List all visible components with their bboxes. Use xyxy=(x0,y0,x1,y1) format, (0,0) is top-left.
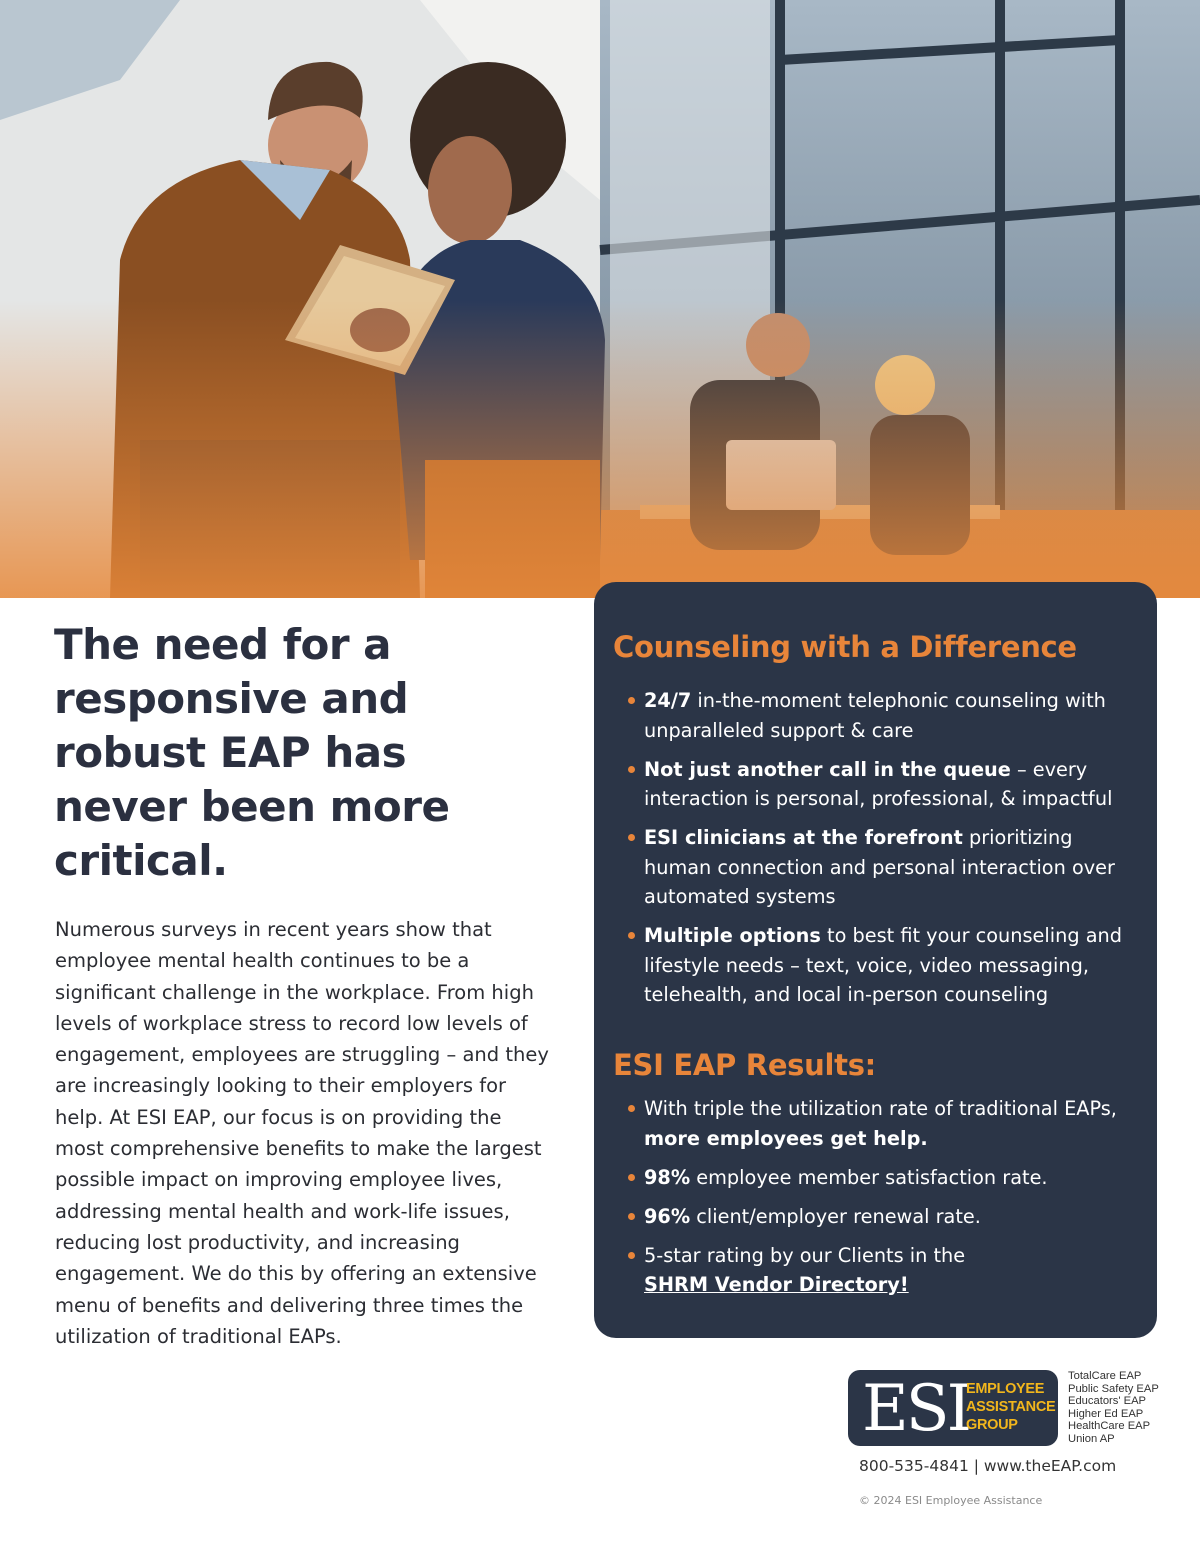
bullet-dot-icon xyxy=(628,697,635,704)
counseling-list xyxy=(626,686,1141,1019)
counseling-heading: Counseling with a Difference xyxy=(613,630,1077,664)
results-list xyxy=(626,1094,1141,1309)
brand-item: Educators' EAP xyxy=(1068,1395,1147,1408)
brand-item: HealthCare EAP xyxy=(1068,1420,1151,1433)
brand-item: Public Safety EAP xyxy=(1068,1382,1159,1395)
bullet-dot-icon xyxy=(628,834,635,841)
list-item: With triple the utilization rate of traditional EAPs, more employees get help. xyxy=(626,1094,1141,1153)
list-item: 96% client/employer renewal rate. xyxy=(626,1202,1141,1232)
results-heading: ESI EAP Results: xyxy=(613,1048,876,1082)
list-item: 98% employee member satisfaction rate. xyxy=(626,1163,1141,1193)
brand-item: Union AP xyxy=(1068,1432,1115,1445)
brand-item: TotalCare EAP xyxy=(1068,1370,1142,1382)
bullet-dot-icon xyxy=(628,932,635,939)
bullet-dot-icon xyxy=(628,766,635,773)
bullet-dot-icon xyxy=(628,1252,635,1259)
list-item: Not just another call in the queue – every interaction is personal, professional, & impactful xyxy=(626,755,1141,814)
list-item: ESI clinicians at the forefront prioritizing human connection and personal interaction over automated systems xyxy=(626,823,1141,912)
logo-subtitle: EMPLOYEE ASSISTANCE GROUP xyxy=(966,1381,1056,1433)
page-headline: The need for a responsive and robust EAP has never been more critical. xyxy=(54,620,450,885)
bullet-dot-icon xyxy=(628,1213,635,1220)
shrm-vendor-directory-link[interactable]: SHRM Vendor Directory! xyxy=(644,1273,909,1296)
contact-info: 800-535-4841 | www.theEAP.com xyxy=(859,1457,1117,1475)
hero-photo xyxy=(0,0,1200,598)
list-item: 24/7 in-the-moment telephonic counseling with unparalleled support & care xyxy=(626,686,1141,745)
brand-item: Higher Ed EAP xyxy=(1068,1407,1144,1420)
bullet-dot-icon xyxy=(628,1174,635,1181)
office-scene-illustration xyxy=(0,0,1200,598)
copyright-notice: © 2024 ESI Employee Assistance xyxy=(859,1494,1043,1507)
list-item: Multiple options to best fit your counseling and lifestyle needs – text, voice, video messaging, telehealth, and local in-person counseling xyxy=(626,921,1141,1010)
bullet-dot-icon xyxy=(628,1105,635,1112)
list-item: 5-star rating by our Clients in the SHRM Vendor Directory! xyxy=(626,1241,1141,1300)
brand-list xyxy=(1068,1370,1188,1446)
benefits-panel xyxy=(594,582,1157,1338)
intro-paragraph: Numerous surveys in recent years show that employee mental health continues to be a significant challenge in the workplace. From high levels of workplace stress to record low levels of engagement, employees are struggling – and they are increasingly looking to their employers for help. At ESI EAP, our focus is on providing the most comprehensive benefits to make the largest possible impact on improving employee lives, addressing mental health and work-life issues, reducing lost productivity, and increasing engagement. We do this by offering an extensive menu of benefits and delivering three times the utilization of traditional EAPs. xyxy=(55,918,549,1348)
esi-logo xyxy=(848,1370,1058,1446)
logo-wordmark: ESI xyxy=(862,1372,969,1446)
